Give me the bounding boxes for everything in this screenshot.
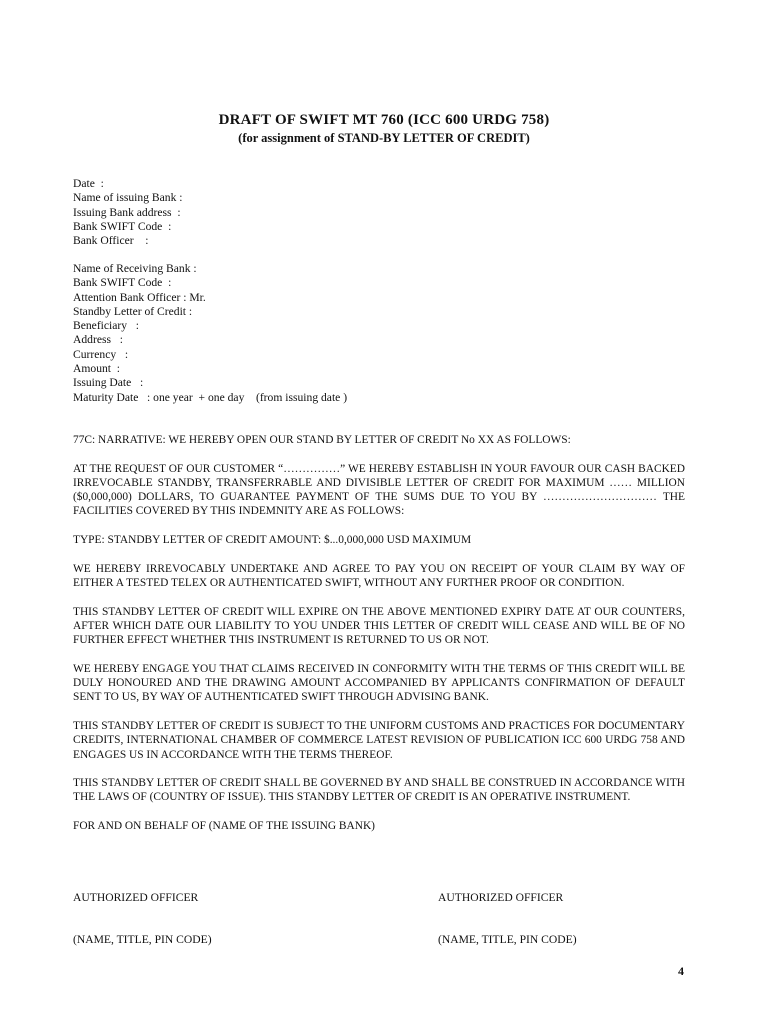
field-address: Address : (73, 333, 123, 347)
document-subtitle: (for assignment of STAND-BY LETTER OF CREDIT) (238, 131, 530, 145)
field-date: Date : (73, 177, 104, 190)
paragraph-narrative: 77C: NARRATIVE: WE HEREBY OPEN OUR STAND BY LETTER OF CREDIT No XX AS FOLLOWS: (73, 434, 571, 446)
field-issuing-swift-code: Bank SWIFT Code : (73, 219, 172, 233)
issuing-bank-fields (73, 177, 182, 248)
field-issuing-bank-name: Name of issuing Bank : (73, 191, 183, 205)
field-currency: Currency : (73, 347, 129, 361)
document-body (73, 433, 685, 833)
field-maturity-date: Maturity Date : one year + one day (from issuing date ) (73, 390, 348, 404)
field-issuing-bank-address: Issuing Bank address : (73, 205, 181, 219)
signature-right-role: AUTHORIZED OFFICER (438, 890, 564, 904)
signature-block-right (438, 862, 577, 976)
signature-left-details: (NAME, TITLE, PIN CODE) (73, 933, 212, 947)
field-bank-officer: Bank Officer : (73, 234, 149, 248)
signature-block-left (73, 862, 212, 976)
paragraph-governing-law: THIS STANDBY LETTER OF CREDIT SHALL BE GOVERNED BY AND SHALL BE CONSTRUED IN ACCORDANCE WITH THE LAWS OF (COUNTRY OF ISSUE). THIS STANDBY LETTER OF CREDIT IS AN OPERATIVE INSTRUMENT. (73, 777, 685, 804)
document-title: DRAFT OF SWIFT MT 760 (ICC 600 URDG 758) (218, 112, 550, 128)
paragraph-subject-to: THIS STANDBY LETTER OF CREDIT IS SUBJECT TO THE UNIFORM CUSTOMS AND PRACTICES FOR DOCUMENTARY CREDITS, INTERNATIONAL CHAMBER OF COMMERCE LATEST REVISION OF PUBLICATION ICC 600 URDG 758 AND ENGAGES US IN ACCORDANCE WITH THE TERMS THEREOF. (73, 719, 685, 761)
field-issuing-date: Issuing Date : (73, 376, 144, 390)
field-amount: Amount : (73, 362, 121, 376)
paragraph-engagement: WE HEREBY ENGAGE YOU THAT CLAIMS RECEIVED IN CONFORMITY WITH THE TERMS OF THIS CREDIT WILL BE DULY HONOURED AND THE DRAWING AMOUNT ACCOMPANIED BY APPLICANTS CONFIRMATION OF DEFAULT SENT TO US, BY WAY OF AUTHENTICATED SWIFT THROUGH ADVISING BANK. (73, 662, 685, 704)
field-attention-officer: Attention Bank Officer : Mr. (73, 290, 206, 304)
field-standby-loc: Standby Letter of Credit : (73, 304, 193, 318)
paragraph-request: AT THE REQUEST OF OUR CUSTOMER “……………” WE HEREBY ESTABLISH IN YOUR FAVOUR OUR CASH BACKED IRREVOCABLE STANDBY, TRANSFERRABLE AND DIVISIBLE LETTER OF CREDIT FOR MAXIMUM …… MILLION ($0,000,000) DOLLARS, TO GUARANTEE PAYMENT OF THE SUMS DUE TO YOU BY ………………………… THE FACILITIES COVERED BY THIS INDEMNITY ARE AS FOLLOWS: (73, 462, 685, 518)
paragraph-type: TYPE: STANDBY LETTER OF CREDIT AMOUNT: $...0,000,000 USD MAXIMUM (73, 534, 472, 547)
paragraph-on-behalf: FOR AND ON BEHALF OF (NAME OF THE ISSUING BANK) (73, 820, 375, 833)
page-number: 4 (678, 964, 684, 978)
field-receiving-bank-name: Name of Receiving Bank : (73, 262, 197, 275)
receiving-bank-fields (73, 262, 347, 405)
signature-right-details: (NAME, TITLE, PIN CODE) (438, 933, 577, 947)
paragraph-expiry: THIS STANDBY LETTER OF CREDIT WILL EXPIRE ON THE ABOVE MENTIONED EXPIRY DATE AT OUR COUNTERS, AFTER WHICH DATE OUR LIABILITY TO YOU UNDER THIS LETTER OF CREDIT WILL CEASE AND WILL BE OF NO FURTHER EFFECT WHETHER THIS INSTRUMENT IS RETURNED TO US OR NOT. (73, 605, 685, 647)
field-receiving-swift-code: Bank SWIFT Code : (73, 276, 172, 290)
field-beneficiary: Beneficiary : (73, 319, 139, 333)
signature-left-role: AUTHORIZED OFFICER (73, 890, 199, 904)
paragraph-undertaking: WE HEREBY IRREVOCABLY UNDERTAKE AND AGREE TO PAY YOU ON RECEIPT OF YOUR CLAIM BY WAY OF EITHER A TESTED TELEX OR AUTHENTICATED SWIFT, WITHOUT ANY FURTHER PROOF OR CONDITION. (73, 562, 685, 589)
